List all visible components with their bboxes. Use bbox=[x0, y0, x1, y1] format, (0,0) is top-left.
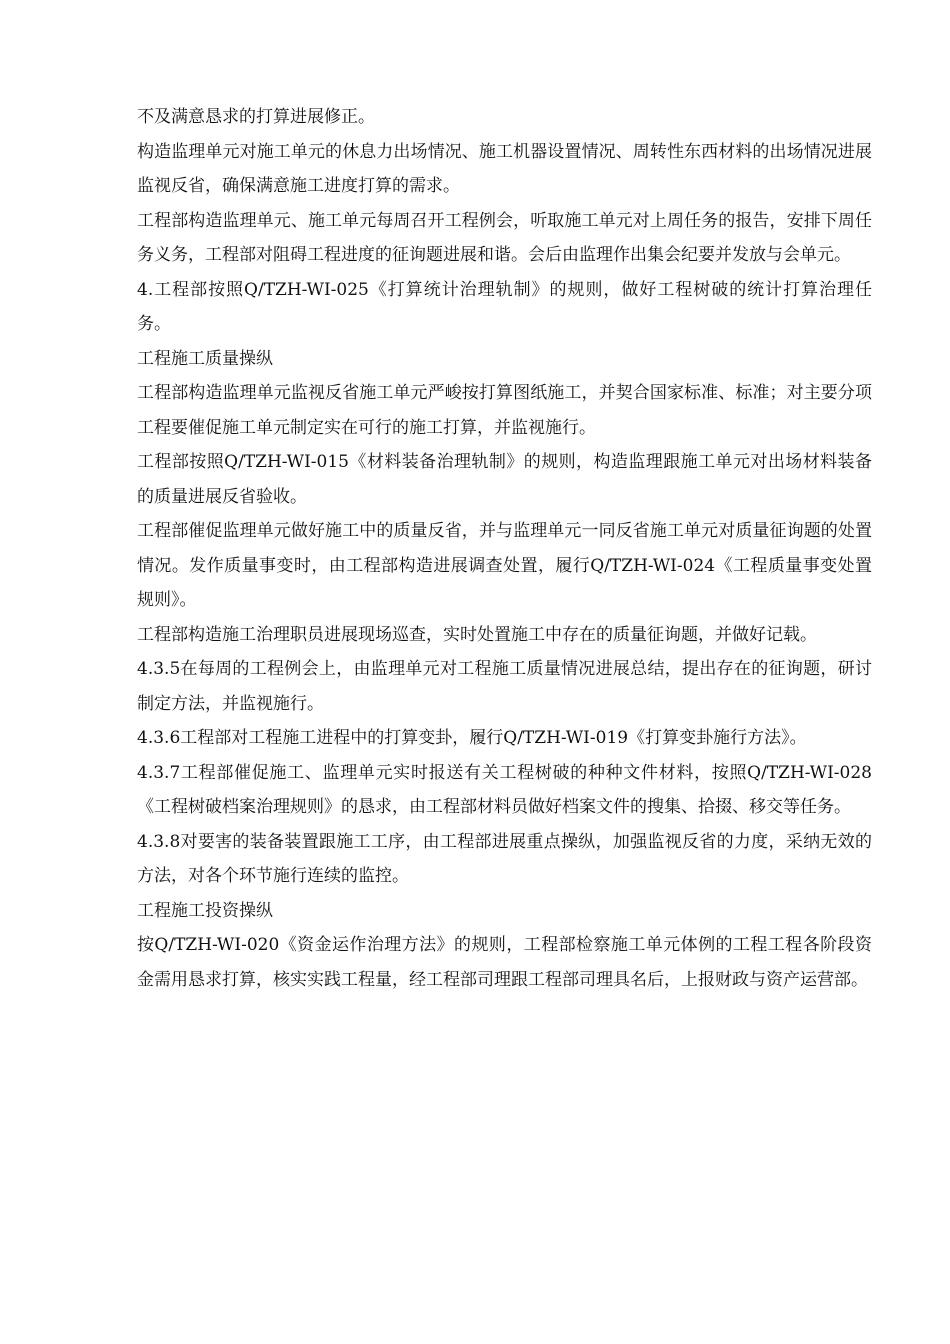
paragraph-15: 按Q/TZH-WI-020《资金运作治理方法》的规则，工程部检察施工单元体例的工程工程各阶段资金需用恳求打算，核实实践工程量，经工程部司理跟工程部司理具名后，上报财政与资产运营部。 bbox=[137, 935, 872, 990]
paragraph-8: 工程部催促监理单元做好施工中的质量反省，并与监理单元一同反省施工单元对质量征询题的处置情况。发作质量事变时，由工程部构造进展调查处置，履行Q/TZH-WI-024《工程质量事变处置规则》。 bbox=[137, 521, 872, 610]
paragraph-4: 4.工程部按照Q/TZH-WI-025《打算统计治理轨制》的规则，做好工程树破的统计打算治理任务。 bbox=[137, 279, 872, 334]
paragraph-9: 工程部构造施工治理职员进展现场巡查，实时处置施工中存在的质量征询题，并做好记载。 bbox=[137, 624, 817, 645]
paragraph-7: 工程部按照Q/TZH-WI-015《材料装备治理轨制》的规则，构造监理跟施工单元对出场材料装备的质量进展反省验收。 bbox=[137, 452, 872, 507]
paragraph-12: 4.3.7工程部催促施工、监理单元实时报送有关工程树破的种种文件材料，按照Q/TZH-WI-028《工程树破档案治理规则》的恳求，由工程部材料员做好档案文件的搜集、拾掇、移交等任务。 bbox=[137, 762, 872, 817]
section-heading-investment: 工程施工投资操纵 bbox=[137, 900, 273, 921]
paragraph-1: 不及满意恳求的打算进展修正。 bbox=[137, 107, 375, 127]
paragraph-11: 4.3.6工程部对工程施工进程中的打算变卦，履行Q/TZH-WI-019《打算变卦施行方法》。 bbox=[137, 728, 807, 748]
paragraph-6: 工程部构造监理单元监视反省施工单元严峻按打算图纸施工，并契合国家标准、标准；对主要分项工程要催促施工单元制定实在可行的施工打算，并监视施行。 bbox=[137, 383, 872, 438]
section-heading-quality: 工程施工质量操纵 bbox=[137, 348, 273, 369]
document-body bbox=[137, 100, 872, 997]
paragraph-2: 构造监理单元对施工单元的休息力出场情况、施工机器设置情况、周转性东西材料的出场情况进展监视反省，确保满意施工进度打算的需求。 bbox=[137, 141, 872, 196]
paragraph-13: 4.3.8对要害的装备装置跟施工工序，由工程部进展重点操纵，加强监视反省的力度，采纳无效的方法，对各个环节施行连续的监控。 bbox=[137, 831, 872, 886]
paragraph-10: 4.3.5在每周的工程例会上，由监理单元对工程施工质量情况进展总结，提出存在的征询题，研讨制定方法，并监视施行。 bbox=[137, 659, 872, 714]
paragraph-3: 工程部构造监理单元、施工单元每周召开工程例会，听取施工单元对上周任务的报告，安排下周任务义务，工程部对阻碍工程进度的征询题进展和谐。会后由监理作出集会纪要并发放与会单元。 bbox=[137, 210, 872, 265]
